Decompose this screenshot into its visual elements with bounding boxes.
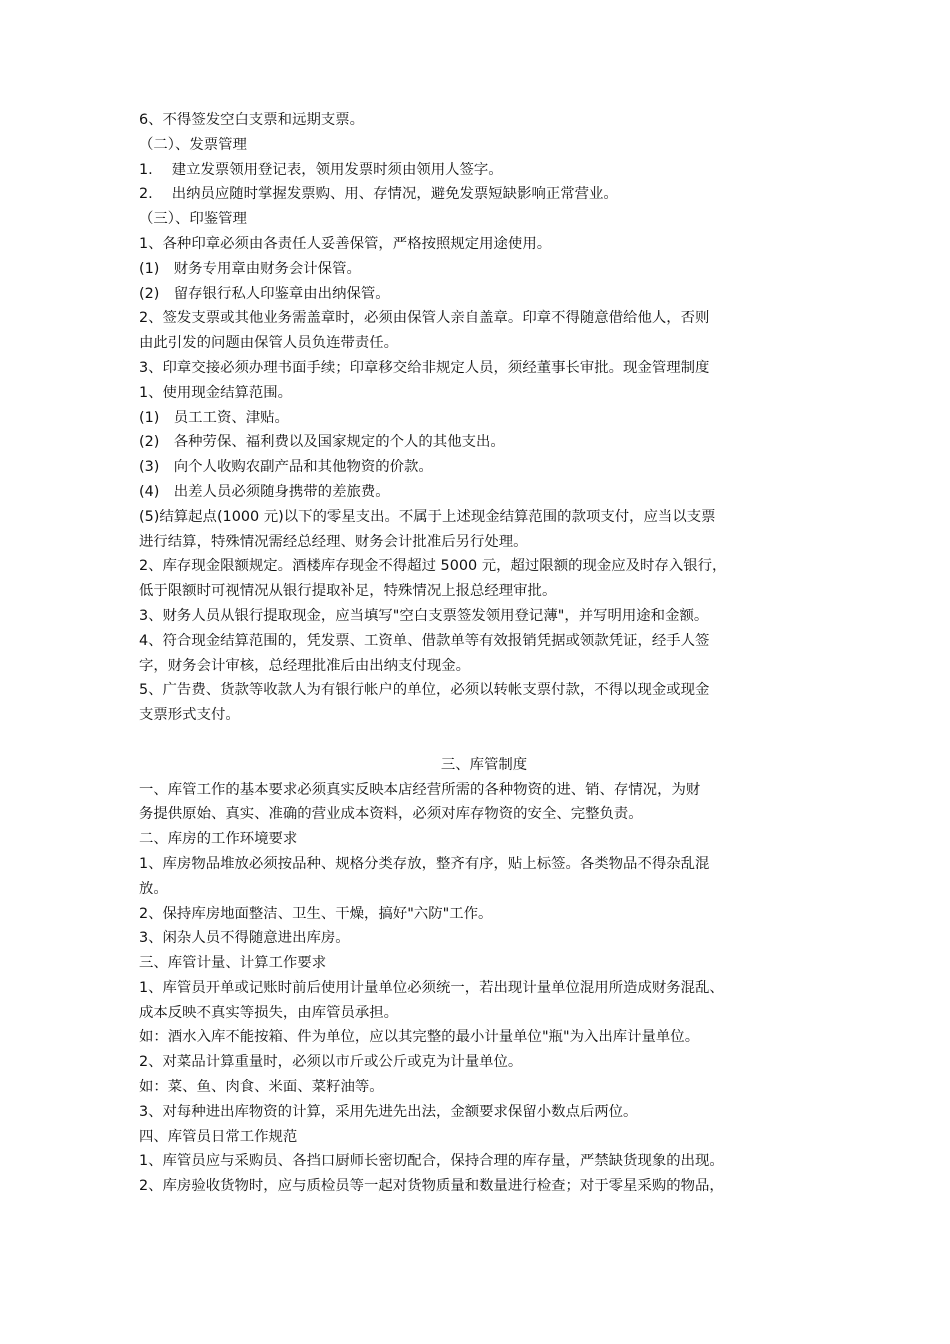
text-line: 1、库管员应与采购员、各挡口厨师长密切配合，保持合理的库存量，严禁缺货现象的出现。 — [139, 1153, 724, 1170]
paragraph-gap — [139, 728, 829, 753]
text-line: (2) 留存银行私人印鉴章由出纳保管。 — [139, 285, 390, 302]
text-line: 如：菜、鱼、肉食、米面、菜籽油等。 — [139, 1079, 384, 1096]
section-heading: 三、库管计量、计算工作要求 — [139, 955, 327, 972]
text-line: 2、库房验收货物时，应与质检员等一起对货物质量和数量进行检查；对于零星采购的物品， — [139, 1178, 724, 1195]
text-line: 如：酒水入库不能按箱、件为单位，应以其完整的最小计量单位"瓶"为入出库计量单位。 — [139, 1029, 700, 1046]
section-heading: （三）、印鉴管理 — [139, 211, 247, 228]
text-line: 3、财务人员从银行提取现金，应当填写"空白支票签发领用登记薄"，并写明用途和金额。 — [139, 607, 709, 624]
text-line: 1、库管员开单或记账时前后使用计量单位必须统一，若出现计量单位混用所造成财务混乱、 — [139, 979, 724, 996]
text-line: 进行结算，特殊情况需经总经理、财务会计批准后另行处理。 — [139, 533, 528, 550]
text-line: (3) 向个人收购农副产品和其他物资的价款。 — [139, 459, 433, 476]
section-heading: 二、库房的工作环境要求 — [139, 831, 298, 848]
text-line: 支票形式支付。 — [139, 707, 240, 724]
text-line: 一、库管工作的基本要求必须真实反映本店经营所需的各种物资的进、销、存情况，为财 — [139, 781, 701, 798]
text-line: 4、符合现金结算范围的，凭发票、工资单、借款单等有效报销凭据或领款凭证，经手人签 — [139, 632, 710, 649]
text-line: 成本反映不真实等损失，由库管员承担。 — [139, 1004, 399, 1021]
text-line: 务提供原始、真实、准确的营业成本资料，必须对库存物资的安全、完整负责。 — [139, 806, 643, 823]
text-line: 5、广告费、货款等收款人为有银行帐户的单位，必须以转帐支票付款，不得以现金或现金 — [139, 682, 710, 699]
text-line: 低于限额时可视情况从银行提取补足，特殊情况上报总经理审批。 — [139, 583, 557, 600]
text-line: 1. 建立发票领用登记表，领用发票时须由领用人签字。 — [139, 161, 503, 178]
text-line: 3、对每种进出库物资的计算，采用先进先出法，金额要求保留小数点后两位。 — [139, 1103, 638, 1120]
text-line: 6、不得签发空白支票和远期支票。 — [139, 112, 365, 128]
text-line: 字，财务会计审核，总经理批准后由出纳支付现金。 — [139, 657, 470, 674]
text-line: 2、签发支票或其他业务需盖章时，必须由保管人亲自盖章。印章不得随意借给他人，否则 — [139, 310, 710, 327]
text-line: (1) 员工工资、津贴。 — [139, 409, 289, 426]
text-line: 1、库房物品堆放必须按品种、规格分类存放，整齐有序，贴上标签。各类物品不得杂乱混 — [139, 855, 710, 872]
text-line: (5)结算起点(1000 元)以下的零星支出。不属于上述现金结算范围的款项支付，应当以支票 — [139, 508, 716, 525]
text-line: 2. 出纳员应随时掌握发票购、用、存情况，避免发票短缺影响正常营业。 — [139, 186, 618, 203]
text-line: 2、对菜品计算重量时，必须以市斤或公斤或克为计量单位。 — [139, 1054, 523, 1071]
text-line: 2、库存现金限额规定。酒楼库存现金不得超过 5000 元，超过限额的现金应及时存入银行， — [139, 558, 727, 575]
text-line: 由此引发的问题由保管人员负连带责任。 — [139, 335, 399, 352]
text-line: 2、保持库房地面整洁、卫生、干燥，搞好"六防"工作。 — [139, 905, 493, 922]
text-line: (1) 财务专用章由财务会计保管。 — [139, 260, 361, 277]
section-title: 三、库管制度 — [440, 756, 528, 773]
text-line: 1、使用现金结算范围。 — [139, 384, 293, 401]
text-line: 3、印章交接必须办理书面手续；印章移交给非规定人员，须经董事长审批。现金管理制度 — [139, 359, 710, 376]
text-line: 放。 — [139, 880, 168, 897]
text-line: (4) 出差人员必须随身携带的差旅费。 — [139, 483, 390, 500]
text-line: (2) 各种劳保、福利费以及国家规定的个人的其他支出。 — [139, 434, 505, 451]
section-heading: 四、库管员日常工作规范 — [139, 1128, 298, 1145]
text-line: 1、各种印章必须由各责任人妥善保管，严格按照规定用途使用。 — [139, 235, 552, 252]
section-heading: （二）、发票管理 — [139, 136, 247, 153]
text-line: 3、闲杂人员不得随意进出库房。 — [139, 930, 350, 947]
document-body — [139, 108, 829, 1199]
